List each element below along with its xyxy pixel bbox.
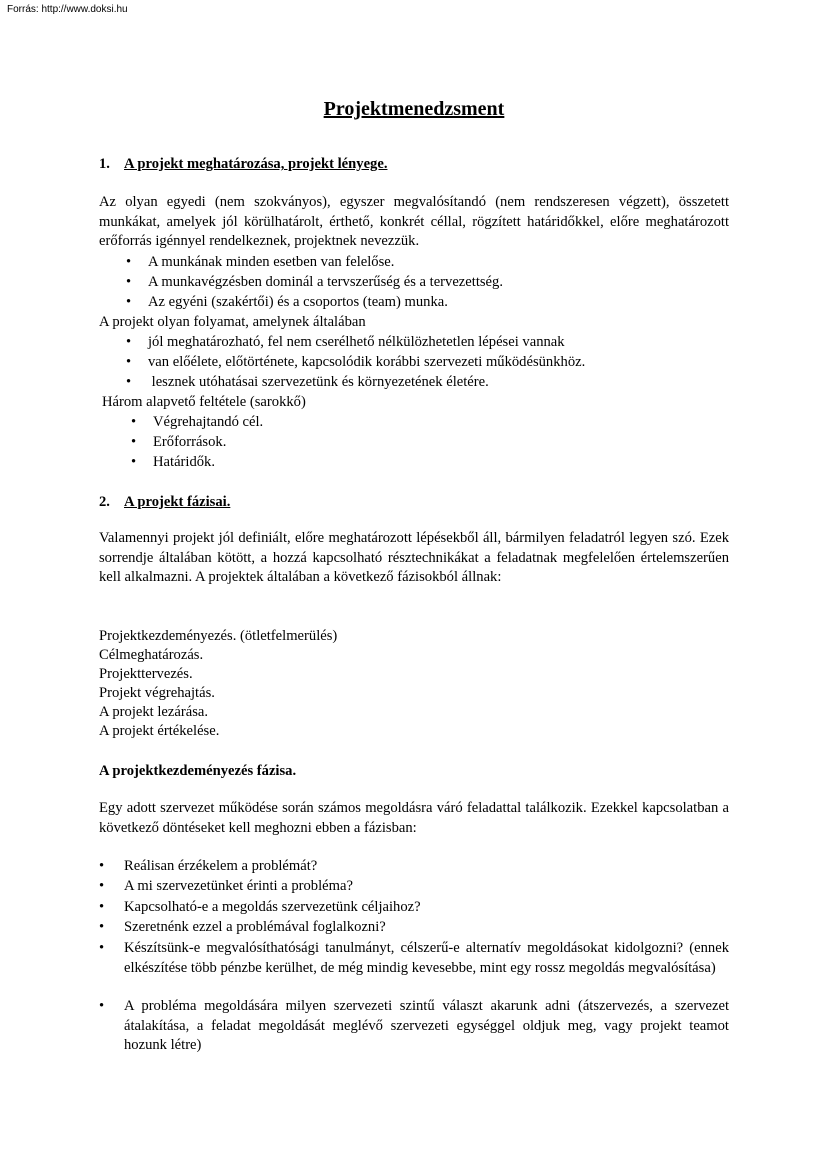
phase-item: A projekt lezárása. [99,704,208,720]
initiation-heading: A projektkezdeményezés fázisa. [99,763,297,779]
initiation-intro: Egy adott szervezet működése során számos megoldásra váró feladattal találkozik. Ezekkel kapcsolatban a következő döntéseket kell meghozni ebben a fázisban: [99,800,729,836]
list-item: • A probléma megoldására milyen szervezeti szintű választ akarunk adni (átszervezés, a szervezet átalakítása, a feladat megoldását meglévő szervezeti egységgel oldjuk meg, vagy projekt teamot hozunk létre) [99,998,729,1054]
phase-item: Célmeghatározás. [99,647,204,663]
phase-item: A projekt értékelése. [99,723,220,739]
list-item: • Végrehajtandó cél. [131,414,264,430]
phase-item: Projekt végrehajtás. [99,685,215,701]
section-1-number: 1. [99,156,110,172]
section-2-heading [99,493,230,513]
list-item: • jól meghatározható, fel nem cserélhető nélkülözhetetlen lépései vannak [126,334,565,350]
conditions-intro: Három alapvető feltétele (sarokkő) [102,394,306,410]
list-item: • Készítsünk-e megvalósíthatósági tanulmányt, célszerű-e alternatív megoldásokat kidolgozni? (ennek elkészítése több pénzbe kerülhet, de még mindig kevesebbe, mint egy rossz megoldás megvalósítása) [99,940,729,976]
list-item: • A munkának minden esetben van felelőse. [126,254,395,270]
document-title: Projektmenedzsment [323,98,505,120]
list-item: • van előélete, előtörténete, kapcsolódik korábbi szervezeti működésünkhöz. [126,354,586,370]
list-item: • Határidők. [131,454,216,470]
section-1-intro: Az olyan egyedi (nem szokványos), egyszer megvalósítandó (nem rendszeresen végzett), összetett munkákat, amelyek jól körülhatárolt, érthető, konkrét céllal, rögzített határidőkkel, előre meghatározott erőforrás igénnyel rendelkeznek, projektnek nevezzük. [99,194,729,250]
list-item: • Kapcsolható-e a megoldás szervezetünk céljaihoz? [99,899,421,915]
phase-item: Projektkezdeményezés. (ötletfelmerülés) [99,628,338,644]
list-item: • Reálisan érzékelem a problémát? [99,858,318,874]
section-2-number: 2. [99,494,110,510]
process-intro: A projekt olyan folyamat, amelynek általában [99,314,366,330]
source-label: Forrás: http://www.doksi.hu [7,4,128,15]
section-1-title: A projekt meghatározása, projekt lényege. [124,156,388,172]
section-2-title: A projekt fázisai. [124,494,231,510]
section-2-intro: Valamennyi projekt jól definiált, előre meghatározott lépésekből áll, bármilyen feladatról legyen szó. Ezek sorrendje általában kötött, a hozzá kapcsolható résztechnikákat a feladatnak megfelelően értelemszerűen kell alkalmazni. A projektek általában a következő fázisokból állnak: [99,530,729,586]
list-item: • Szeretnénk ezzel a problémával foglalkozni? [99,919,386,935]
list-item: • Erőforrások. [131,434,227,450]
section-1-heading [99,155,387,175]
phase-item: Projekttervezés. [99,666,193,682]
list-item: • lesznek utóhatásai szervezetünk és környezetének életére. [126,374,489,390]
list-item: • A munkavégzésben dominál a tervszerűség és a tervezettség. [126,274,503,290]
list-item: • A mi szervezetünket érinti a probléma? [99,878,353,894]
list-item: • Az egyéni (szakértői) és a csoportos (team) munka. [126,294,448,310]
